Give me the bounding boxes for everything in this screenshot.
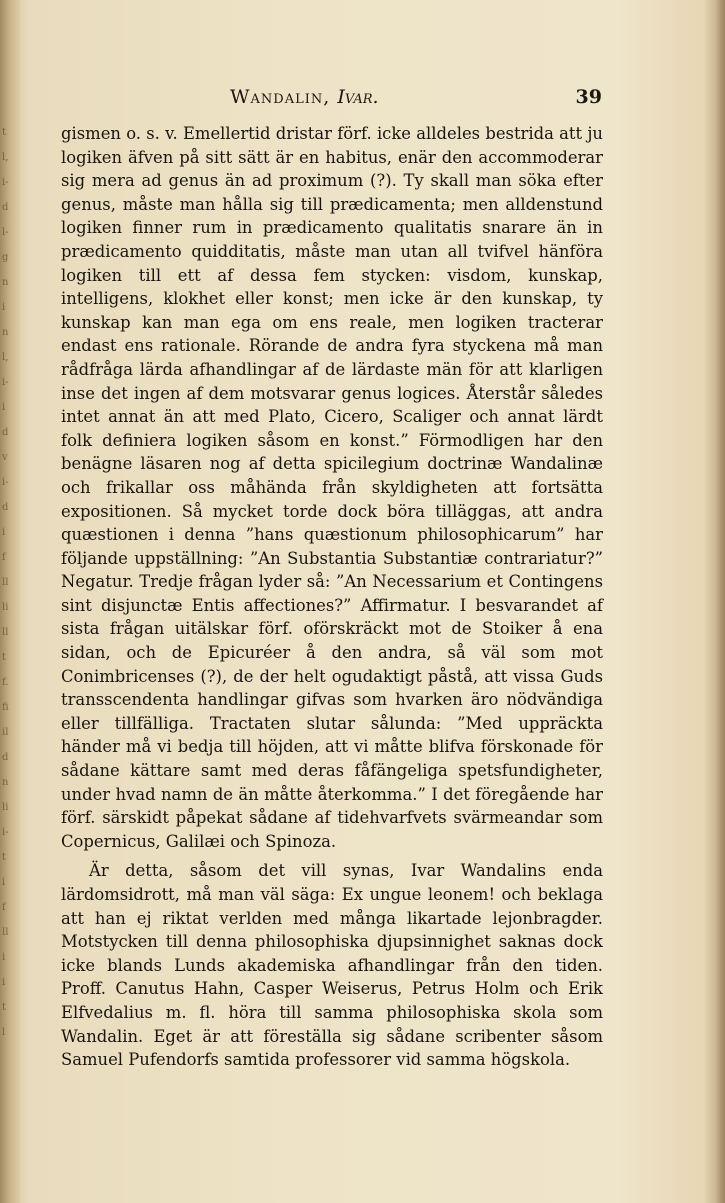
margin-fragment: d xyxy=(2,502,9,513)
margin-fragment: ll xyxy=(2,577,9,588)
margin-fragment: t xyxy=(2,852,7,863)
paragraph: Är detta, såsom det vill synas, Ivar Wandalins enda lärdomsidrott, må man väl säga: Ex ungue leonem! och beklaga att han ej riktat verlden med många likartade lejonbragder. Motstycken till denna philosophiska djupsinnighet saknas dock icke blands Lunds akademiska afhandlingar från den tiden. Proff. Canutus Hahn, Casper Weiserus, Petrus Holm och Erik Elfvedalius m. fl. höra till samma philosophiska skola som Wandalin. Eget är att föreställa sig sådane scribenter såsom Samuel Pufendorfs samtida professorer vid samma högskola. xyxy=(61,861,603,1070)
margin-fragment: l, xyxy=(2,352,9,363)
margin-fragment: il xyxy=(2,727,9,738)
running-header xyxy=(60,86,602,114)
margin-fragment: n xyxy=(2,327,9,338)
margin-fragment: i xyxy=(2,402,6,413)
margin-fragment: d xyxy=(2,427,9,438)
page-number: 39 xyxy=(575,86,602,108)
margin-fragment: l, xyxy=(2,152,9,163)
margin-fragment: li xyxy=(2,802,9,813)
margin-fragment: i xyxy=(2,527,6,538)
header-given-name: Ivar. xyxy=(337,86,379,108)
margin-fragment: t xyxy=(2,1002,7,1013)
margin-fragment: ll xyxy=(2,627,9,638)
margin-fragment: t xyxy=(2,127,7,138)
margin-fragment: i xyxy=(2,977,6,988)
margin-fragment: fi xyxy=(2,702,9,713)
header-title xyxy=(230,86,379,108)
header-surname: Wandalin, xyxy=(230,86,331,108)
margin-fragment: f. xyxy=(2,677,9,688)
margin-fragment: n xyxy=(2,277,9,288)
margin-fragment: d xyxy=(2,752,9,763)
margin-fragment: li xyxy=(2,602,9,613)
margin-fragment: l xyxy=(2,1027,6,1038)
margin-fragment: i- xyxy=(2,177,9,188)
body-text xyxy=(61,122,603,1072)
margin-fragment: i xyxy=(2,952,6,963)
margin-fragment: i xyxy=(2,302,6,313)
margin-fragment: l- xyxy=(2,227,9,238)
margin-fragment: i- xyxy=(2,377,9,388)
margin-fragment: f xyxy=(2,902,6,913)
margin-fragment: i xyxy=(2,877,6,888)
paragraph-continued: gismen o. s. v. Emellertid dristar förf. icke alldeles bestrida att ju logiken äfven på sitt sätt är en habitus, enär den accommoderar sig mera ad genus än ad proximum (?). Ty skall man söka efter genus, måste man hålla sig till prædicamenta; men alldenstund logiken finner rum in prædicamento qualitatis snarare än in prædicamento quidditatis, måste man utan all tvifvel hänföra logiken till ett af dessa fem stycken: visdom, kunskap, intelligens, klokhet eller konst; men icke är den kunskap, ty kunskap kan man ega om ens reale, men logiken tracterar endast ens rationale. Rörande de andra fyra styckena må man rådfråga lärda afhandlingar af de lärdaste män för att klarligen inse det ingen af dem motsvarar genus logices. Återstår således intet annat än att med Plato, Cicero, Scaliger och annat lärdt folk definiera logiken såsom en konst.” Förmodligen har den benägne läsaren nog af detta spicilegium doctrinæ Wandalinæ och frikallar oss måhända från skyldigheten att fortsätta expositionen. Så mycket torde dock böra tilläggas, att andra quæstionen i denna ”hans quæstionum philosophicarum” har följande uppställning: ”An Substantia Substantiæ contrariatur?” Negatur. Tredje frågan lyder så: ”An Necessarium et Contingens sint disjunctæ Entis affectiones?” Affirmatur. I besvarandet af sista frågan uitälskar förf. oförskräckt mot de Stoiker å ena sidan, och de Epicuréer å den andra, så väl som mot Conimbricenses (?), de der helt ogudaktigt påstå, att vissa Guds transscendenta handlingar gifvas som hvarken äro nödvändiga eller tillfälliga. Tractaten slutar sålunda: ”Med uppräckta händer må vi bedja till höjden, att vi måtte blifva förskonade för sådane kättare samt med deras fåfängeliga spetsfundigheter, under hvad namn de än måtte återkomma.” I det föregående har förf. särskidt påpekat sådane af tidehvarfvets svärmeandar som Copernicus, Galilæi och Spinoza. xyxy=(61,124,603,851)
margin-fragment: f xyxy=(2,552,6,563)
margin-fragment: i- xyxy=(2,827,9,838)
margin-fragment: g xyxy=(2,252,9,263)
facing-page-margin-fragments xyxy=(2,120,14,1045)
margin-fragment: d xyxy=(2,202,9,213)
margin-fragment: v xyxy=(2,452,8,463)
margin-fragment: n xyxy=(2,777,9,788)
margin-fragment: t xyxy=(2,652,7,663)
margin-fragment: ll xyxy=(2,927,9,938)
margin-fragment: i- xyxy=(2,477,9,488)
page-edge-shadow xyxy=(715,0,725,1203)
